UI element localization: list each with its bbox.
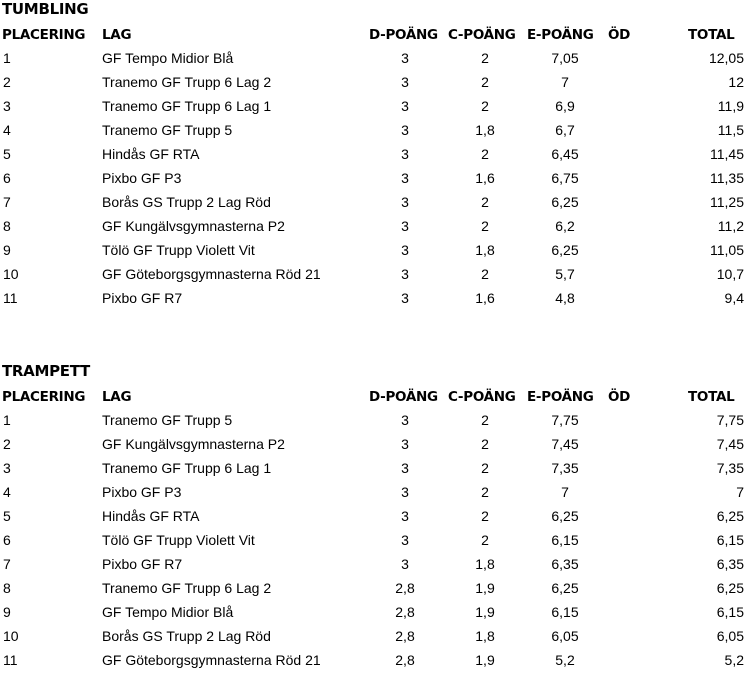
cell-e: 6,05 bbox=[551, 628, 579, 644]
cell-d: 3 bbox=[401, 50, 409, 66]
table-row bbox=[0, 504, 747, 528]
cell-c: 2 bbox=[481, 194, 489, 210]
cell-total: 6,25 bbox=[716, 580, 744, 596]
cell-c: 2 bbox=[481, 266, 489, 282]
table-row bbox=[0, 432, 747, 456]
table-row bbox=[0, 648, 747, 672]
cell-e: 6,25 bbox=[551, 508, 579, 524]
cell-c: 1,6 bbox=[475, 290, 495, 306]
cell-c: 1,8 bbox=[475, 628, 495, 644]
cell-c: 2 bbox=[481, 74, 489, 90]
cell-c: 2 bbox=[481, 532, 489, 548]
cell-d: 3 bbox=[401, 242, 409, 258]
cell-placering: 6 bbox=[3, 532, 11, 548]
column-header-total: TOTAL bbox=[688, 27, 735, 43]
cell-c: 1,9 bbox=[475, 580, 495, 596]
cell-d: 3 bbox=[401, 556, 409, 572]
cell-d: 3 bbox=[401, 412, 409, 428]
column-header-e: E-POÄNG bbox=[527, 389, 594, 405]
cell-lag: Tranemo GF Trupp 5 bbox=[102, 122, 233, 138]
table-row bbox=[0, 576, 747, 600]
cell-total: 12,05 bbox=[708, 50, 744, 66]
cell-lag: Borås GS Trupp 2 Lag Röd bbox=[102, 194, 271, 210]
cell-placering: 1 bbox=[3, 412, 11, 428]
cell-c: 1,6 bbox=[475, 170, 495, 186]
table-row bbox=[0, 552, 747, 576]
cell-total: 11,2 bbox=[717, 218, 744, 234]
cell-placering: 2 bbox=[3, 436, 11, 452]
cell-d: 2,8 bbox=[395, 628, 415, 644]
cell-lag: Tranemo GF Trupp 6 Lag 1 bbox=[102, 460, 272, 476]
cell-placering: 9 bbox=[3, 242, 11, 258]
cell-lag: Hindås GF RTA bbox=[102, 508, 200, 524]
cell-total: 11,5 bbox=[717, 122, 744, 138]
cell-c: 2 bbox=[481, 412, 489, 428]
table-row bbox=[0, 190, 747, 214]
cell-total: 11,25 bbox=[710, 194, 744, 210]
table-row bbox=[0, 166, 747, 190]
cell-lag: Hindås GF RTA bbox=[102, 146, 200, 162]
cell-placering: 7 bbox=[3, 194, 11, 210]
cell-lag: GF Tempo Midior Blå bbox=[102, 50, 234, 66]
cell-e: 5,7 bbox=[555, 266, 575, 282]
table-row bbox=[0, 142, 747, 166]
cell-e: 6,9 bbox=[555, 98, 575, 114]
cell-d: 3 bbox=[401, 266, 409, 282]
cell-c: 2 bbox=[481, 50, 489, 66]
cell-d: 2,8 bbox=[395, 652, 415, 668]
cell-total: 11,9 bbox=[717, 98, 744, 114]
cell-placering: 9 bbox=[3, 604, 11, 620]
column-header-total: TOTAL bbox=[688, 389, 735, 405]
cell-total: 6,15 bbox=[716, 532, 744, 548]
table-row bbox=[0, 480, 747, 504]
cell-c: 2 bbox=[481, 484, 489, 500]
cell-e: 6,25 bbox=[551, 194, 579, 210]
cell-c: 1,9 bbox=[475, 652, 495, 668]
cell-placering: 5 bbox=[3, 146, 11, 162]
cell-total: 6,15 bbox=[716, 604, 744, 620]
cell-placering: 10 bbox=[3, 266, 19, 282]
cell-d: 2,8 bbox=[395, 580, 415, 596]
section-title: TRAMPETT bbox=[2, 362, 90, 380]
cell-c: 1,9 bbox=[475, 604, 495, 620]
cell-total: 7,35 bbox=[716, 460, 744, 476]
cell-d: 3 bbox=[401, 532, 409, 548]
cell-lag: GF Göteborgsgymnasterna Röd 21 bbox=[102, 652, 321, 668]
column-header-od: ÖD bbox=[608, 27, 631, 43]
cell-lag: Pixbo GF P3 bbox=[102, 484, 182, 500]
table-row bbox=[0, 624, 747, 648]
column-header-placering: PLACERING bbox=[2, 389, 86, 405]
table-row bbox=[0, 408, 747, 432]
cell-lag: GF Tempo Midior Blå bbox=[102, 604, 234, 620]
cell-placering: 11 bbox=[3, 290, 18, 306]
table-row bbox=[0, 262, 747, 286]
cell-lag: GF Göteborgsgymnasterna Röd 21 bbox=[102, 266, 321, 282]
table-row bbox=[0, 286, 747, 310]
cell-c: 2 bbox=[481, 508, 489, 524]
cell-e: 7,75 bbox=[551, 412, 579, 428]
cell-lag: GF Kungälvsgymnasterna P2 bbox=[102, 218, 285, 234]
cell-d: 3 bbox=[401, 218, 409, 234]
cell-c: 2 bbox=[481, 146, 489, 162]
table-row bbox=[0, 214, 747, 238]
cell-total: 11,05 bbox=[710, 242, 744, 258]
table-row bbox=[0, 238, 747, 262]
cell-d: 2,8 bbox=[395, 604, 415, 620]
cell-placering: 10 bbox=[3, 628, 19, 644]
cell-lag: Tranemo GF Trupp 5 bbox=[102, 412, 233, 428]
cell-d: 3 bbox=[401, 290, 409, 306]
table-row bbox=[0, 70, 747, 94]
cell-placering: 3 bbox=[3, 460, 11, 476]
cell-total: 6,05 bbox=[716, 628, 744, 644]
cell-e: 7 bbox=[561, 74, 569, 90]
cell-d: 3 bbox=[401, 194, 409, 210]
cell-total: 12 bbox=[728, 74, 744, 90]
column-header-od: ÖD bbox=[608, 389, 631, 405]
column-header-c: C-POÄNG bbox=[448, 27, 516, 43]
cell-placering: 11 bbox=[3, 652, 18, 668]
cell-total: 7 bbox=[736, 484, 744, 500]
cell-lag: Borås GS Trupp 2 Lag Röd bbox=[102, 628, 271, 644]
cell-e: 4,8 bbox=[555, 290, 575, 306]
cell-d: 3 bbox=[401, 508, 409, 524]
table-row bbox=[0, 118, 747, 142]
column-header-c: C-POÄNG bbox=[448, 389, 516, 405]
cell-c: 2 bbox=[481, 218, 489, 234]
cell-placering: 1 bbox=[3, 50, 11, 66]
cell-d: 3 bbox=[401, 98, 409, 114]
section-title: TUMBLING bbox=[2, 0, 89, 18]
cell-placering: 6 bbox=[3, 170, 11, 186]
cell-total: 11,35 bbox=[710, 170, 744, 186]
cell-e: 6,45 bbox=[551, 146, 579, 162]
cell-c: 1,8 bbox=[475, 122, 495, 138]
cell-e: 5,2 bbox=[555, 652, 575, 668]
cell-placering: 5 bbox=[3, 508, 11, 524]
cell-e: 6,75 bbox=[551, 170, 579, 186]
cell-d: 3 bbox=[401, 460, 409, 476]
cell-placering: 4 bbox=[3, 484, 11, 500]
column-header-placering: PLACERING bbox=[2, 27, 86, 43]
cell-total: 7,45 bbox=[716, 436, 744, 452]
cell-lag: Pixbo GF R7 bbox=[102, 556, 183, 572]
cell-lag: Pixbo GF R7 bbox=[102, 290, 183, 306]
cell-lag: Tranemo GF Trupp 6 Lag 2 bbox=[102, 74, 272, 90]
cell-c: 1,8 bbox=[475, 242, 495, 258]
cell-e: 6,35 bbox=[551, 556, 579, 572]
cell-e: 6,7 bbox=[555, 122, 575, 138]
cell-placering: 4 bbox=[3, 122, 11, 138]
cell-d: 3 bbox=[401, 436, 409, 452]
cell-total: 10,7 bbox=[716, 266, 744, 282]
table-row bbox=[0, 600, 747, 624]
cell-lag: Tölö GF Trupp Violett Vit bbox=[102, 242, 255, 258]
cell-e: 6,15 bbox=[551, 604, 579, 620]
cell-e: 6,15 bbox=[551, 532, 579, 548]
cell-total: 5,2 bbox=[724, 652, 744, 668]
cell-d: 3 bbox=[401, 170, 409, 186]
column-header-d: D-POÄNG bbox=[369, 27, 438, 43]
cell-total: 7,75 bbox=[716, 412, 744, 428]
cell-lag: Tölö GF Trupp Violett Vit bbox=[102, 532, 255, 548]
cell-e: 7,05 bbox=[551, 50, 579, 66]
cell-d: 3 bbox=[401, 146, 409, 162]
cell-lag: GF Kungälvsgymnasterna P2 bbox=[102, 436, 285, 452]
cell-e: 7,45 bbox=[551, 436, 579, 452]
cell-lag: Pixbo GF P3 bbox=[102, 170, 182, 186]
cell-e: 6,25 bbox=[551, 242, 579, 258]
cell-e: 6,25 bbox=[551, 580, 579, 596]
column-header-lag: LAG bbox=[102, 389, 132, 405]
table-row bbox=[0, 456, 747, 480]
cell-c: 2 bbox=[481, 98, 489, 114]
cell-e: 6,2 bbox=[555, 218, 575, 234]
cell-placering: 2 bbox=[3, 74, 11, 90]
column-header-d: D-POÄNG bbox=[369, 389, 438, 405]
cell-e: 7 bbox=[561, 484, 569, 500]
cell-d: 3 bbox=[401, 74, 409, 90]
cell-placering: 3 bbox=[3, 98, 11, 114]
cell-c: 2 bbox=[481, 436, 489, 452]
cell-e: 7,35 bbox=[551, 460, 579, 476]
cell-lag: Tranemo GF Trupp 6 Lag 2 bbox=[102, 580, 272, 596]
cell-total: 6,25 bbox=[716, 508, 744, 524]
cell-c: 1,8 bbox=[475, 556, 495, 572]
table-row bbox=[0, 46, 747, 70]
cell-placering: 8 bbox=[3, 218, 11, 234]
column-header-e: E-POÄNG bbox=[527, 27, 594, 43]
cell-total: 11,45 bbox=[710, 146, 744, 162]
cell-placering: 7 bbox=[3, 556, 11, 572]
cell-c: 2 bbox=[481, 460, 489, 476]
cell-d: 3 bbox=[401, 484, 409, 500]
cell-total: 9,4 bbox=[724, 290, 744, 306]
cell-total: 6,35 bbox=[716, 556, 744, 572]
table-row bbox=[0, 528, 747, 552]
column-header-lag: LAG bbox=[102, 27, 132, 43]
cell-lag: Tranemo GF Trupp 6 Lag 1 bbox=[102, 98, 272, 114]
table-row bbox=[0, 94, 747, 118]
cell-placering: 8 bbox=[3, 580, 11, 596]
cell-d: 3 bbox=[401, 122, 409, 138]
